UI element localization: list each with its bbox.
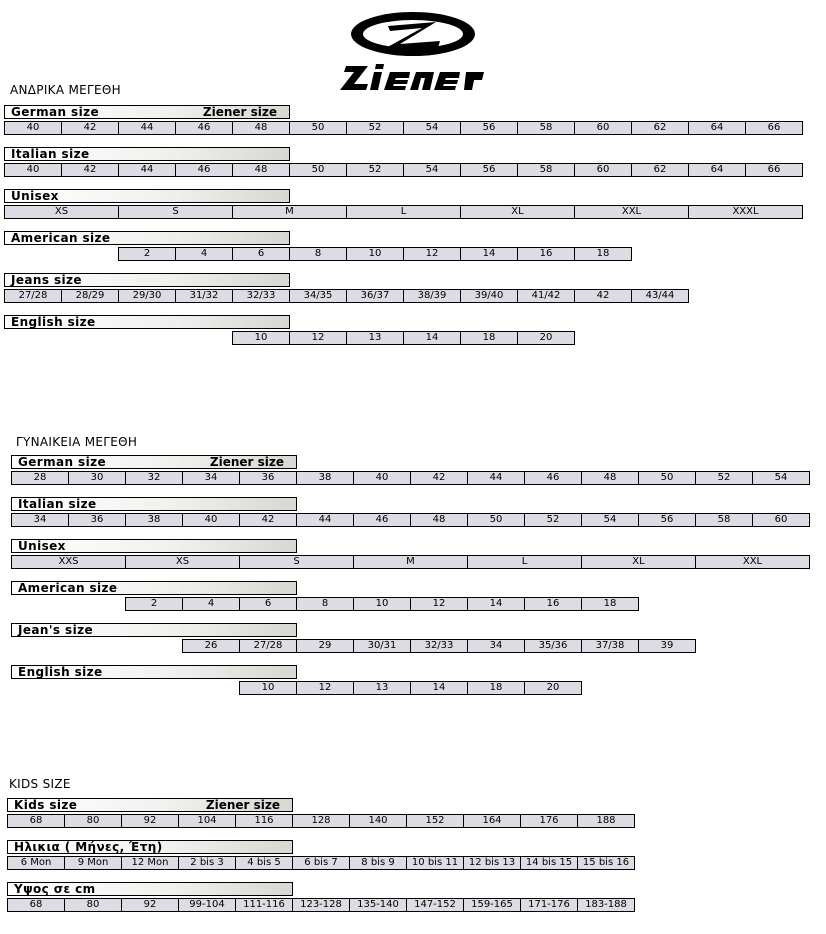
size-cell: 164 (463, 814, 521, 828)
size-group-header (4, 105, 290, 119)
size-cell: 4 (175, 247, 233, 261)
size-cell: 171-176 (520, 898, 578, 912)
size-cell: 80 (64, 814, 122, 828)
size-cell: XL (581, 555, 696, 569)
size-values-row (11, 471, 809, 485)
size-group-header (11, 581, 297, 595)
size-cell: S (239, 555, 354, 569)
size-cell: 99-104 (178, 898, 236, 912)
size-cell: 50 (638, 471, 696, 485)
size-cell: 38 (296, 471, 354, 485)
brand-size-label: Ziener size (209, 455, 284, 469)
size-cell: 92 (121, 898, 179, 912)
size-group-header (11, 455, 297, 469)
size-cell: 60 (574, 163, 632, 177)
size-cell: 2 bis 3 (178, 856, 236, 870)
size-values-row (125, 597, 638, 611)
size-cell: 2 (125, 597, 183, 611)
size-cell: 52 (695, 471, 753, 485)
size-values-row (4, 163, 802, 177)
size-cell: 31/32 (175, 289, 233, 303)
size-group-header (7, 840, 293, 854)
size-cell: 50 (289, 163, 347, 177)
size-group-label: Unisex (11, 189, 59, 203)
size-cell: 40 (353, 471, 411, 485)
size-cell: 58 (517, 163, 575, 177)
size-cell: 32/33 (232, 289, 290, 303)
size-cell: 123-128 (292, 898, 350, 912)
size-values-row (239, 681, 581, 695)
size-group-label: American size (18, 581, 118, 595)
size-cell: 29 (296, 639, 354, 653)
size-cell: 29/30 (118, 289, 176, 303)
size-group-header (4, 231, 290, 245)
size-cell: 64 (688, 121, 746, 135)
size-cell: 44 (118, 121, 176, 135)
size-cell: 18 (574, 247, 632, 261)
size-values-row (7, 856, 634, 870)
size-cell: 38/39 (403, 289, 461, 303)
size-values-row (11, 555, 809, 569)
size-cell: 111-116 (235, 898, 293, 912)
size-cell: XL (460, 205, 575, 219)
size-group-label: American size (11, 231, 111, 245)
section-title: KIDS SIZE (9, 777, 71, 791)
size-cell: 8 bis 9 (349, 856, 407, 870)
size-cell: 68 (7, 814, 65, 828)
size-cell: 42 (61, 163, 119, 177)
size-cell: 39/40 (460, 289, 518, 303)
size-cell: 10 (239, 681, 297, 695)
size-cell: 44 (296, 513, 354, 527)
size-cell: 60 (752, 513, 810, 527)
size-group-label: Unisex (18, 539, 66, 553)
size-cell: 32/33 (410, 639, 468, 653)
size-values-row (7, 814, 634, 828)
size-values-row (4, 289, 688, 303)
size-cell: 44 (467, 471, 525, 485)
size-cell: 12 bis 13 (463, 856, 521, 870)
size-cell: 58 (517, 121, 575, 135)
size-group-header (4, 147, 290, 161)
size-cell: 18 (460, 331, 518, 345)
size-cell: 16 (524, 597, 582, 611)
size-cell: 62 (631, 121, 689, 135)
size-cell: 54 (403, 121, 461, 135)
size-cell: 12 Mon (121, 856, 179, 870)
size-cell: 6 (239, 597, 297, 611)
size-group-label: German size (18, 455, 107, 469)
size-cell: 43/44 (631, 289, 689, 303)
size-cell: 14 (467, 597, 525, 611)
size-cell: 52 (346, 163, 404, 177)
size-cell: 34/35 (289, 289, 347, 303)
size-cell: M (353, 555, 468, 569)
size-cell: 46 (353, 513, 411, 527)
size-values-row (232, 331, 574, 345)
size-group-label: English size (11, 315, 96, 329)
size-cell: 6 Mon (7, 856, 65, 870)
size-cell: 4 bis 5 (235, 856, 293, 870)
size-group-label: Italian size (18, 497, 97, 511)
size-cell: 15 bis 16 (577, 856, 635, 870)
size-cell: 27/28 (4, 289, 62, 303)
size-values-row (182, 639, 695, 653)
size-values-row (7, 898, 634, 912)
size-cell: 62 (631, 163, 689, 177)
size-cell: 2 (118, 247, 176, 261)
size-values-row (11, 513, 809, 527)
size-cell: 159-165 (463, 898, 521, 912)
size-cell: 36/37 (346, 289, 404, 303)
size-cell: 92 (121, 814, 179, 828)
size-cell: 56 (460, 121, 518, 135)
size-cell: 12 (403, 247, 461, 261)
size-group-header (4, 273, 290, 287)
size-cell: 188 (577, 814, 635, 828)
size-cell: 42 (239, 513, 297, 527)
size-cell: 58 (695, 513, 753, 527)
size-cell: 128 (292, 814, 350, 828)
size-cell: XXS (11, 555, 126, 569)
size-cell: 52 (524, 513, 582, 527)
size-cell: M (232, 205, 347, 219)
size-cell: 64 (688, 163, 746, 177)
size-cell: S (118, 205, 233, 219)
size-cell: 13 (353, 681, 411, 695)
size-cell: 16 (517, 247, 575, 261)
size-cell: XS (4, 205, 119, 219)
size-cell: 18 (581, 597, 639, 611)
size-group-label: Ηλικια ( Μήνες, Έτη) (14, 840, 163, 854)
brand-size-label: Ziener size (202, 105, 277, 119)
size-group-header (11, 539, 297, 553)
size-cell: 50 (289, 121, 347, 135)
size-cell: 40 (4, 163, 62, 177)
size-cell: 36 (239, 471, 297, 485)
size-cell: 14 (410, 681, 468, 695)
size-cell: 135-140 (349, 898, 407, 912)
size-cell: 34 (467, 639, 525, 653)
size-cell: 104 (178, 814, 236, 828)
size-group-header (11, 623, 297, 637)
size-cell: 66 (745, 121, 803, 135)
size-cell: 30 (68, 471, 126, 485)
size-cell: 37/38 (581, 639, 639, 653)
size-cell: 28 (11, 471, 69, 485)
size-group-label: Kids size (14, 798, 78, 812)
size-cell: 48 (232, 163, 290, 177)
size-cell: 9 Mon (64, 856, 122, 870)
size-cell: 60 (574, 121, 632, 135)
size-cell: 50 (467, 513, 525, 527)
size-cell: 46 (175, 163, 233, 177)
size-cell: 12 (296, 681, 354, 695)
size-group-header (4, 189, 290, 203)
size-cell: L (467, 555, 582, 569)
size-cell: 152 (406, 814, 464, 828)
size-cell: 8 (296, 597, 354, 611)
size-cell: 34 (11, 513, 69, 527)
size-cell: 44 (118, 163, 176, 177)
size-cell: 8 (289, 247, 347, 261)
size-cell: 116 (235, 814, 293, 828)
size-cell: 6 (232, 247, 290, 261)
size-cell: 10 bis 11 (406, 856, 464, 870)
size-cell: 39 (638, 639, 696, 653)
size-cell: 12 (289, 331, 347, 345)
size-group-label: German size (11, 105, 100, 119)
size-cell: 38 (125, 513, 183, 527)
size-cell: 12 (410, 597, 468, 611)
size-cell: 56 (638, 513, 696, 527)
size-group-header (11, 497, 297, 511)
size-cell: 40 (4, 121, 62, 135)
size-group-label: English size (18, 665, 103, 679)
size-cell: 27/28 (239, 639, 297, 653)
size-cell: 42 (61, 121, 119, 135)
size-cell: 176 (520, 814, 578, 828)
size-cell: 52 (346, 121, 404, 135)
size-values-row (4, 205, 802, 219)
size-cell: 20 (524, 681, 582, 695)
size-cell: 14 (460, 247, 518, 261)
size-cell: 30/31 (353, 639, 411, 653)
size-cell: 10 (232, 331, 290, 345)
size-cell: 183-188 (577, 898, 635, 912)
size-cell: XS (125, 555, 240, 569)
size-cell: 35/36 (524, 639, 582, 653)
size-cell: 48 (232, 121, 290, 135)
size-cell: 32 (125, 471, 183, 485)
size-cell: 66 (745, 163, 803, 177)
size-cell: 147-152 (406, 898, 464, 912)
section-title: ΑΝΔΡΙΚΑ ΜΕΓΕΘΗ (10, 83, 121, 97)
size-cell: 14 (403, 331, 461, 345)
size-cell: 40 (182, 513, 240, 527)
size-cell: 28/29 (61, 289, 119, 303)
size-cell: 46 (175, 121, 233, 135)
size-cell: 80 (64, 898, 122, 912)
size-group-label: Jeans size (11, 273, 82, 287)
size-cell: 6 bis 7 (292, 856, 350, 870)
size-cell: 41/42 (517, 289, 575, 303)
size-cell: 46 (524, 471, 582, 485)
size-cell: 4 (182, 597, 240, 611)
size-group-header (11, 665, 297, 679)
size-cell: 14 bis 15 (520, 856, 578, 870)
size-cell: 54 (403, 163, 461, 177)
size-cell: 42 (574, 289, 632, 303)
size-group-label: Υψος σε cm (14, 882, 96, 896)
size-group-header (7, 882, 293, 896)
size-cell: 18 (467, 681, 525, 695)
size-cell: 48 (581, 471, 639, 485)
size-group-header (7, 798, 293, 812)
size-cell: 36 (68, 513, 126, 527)
ziener-logo-icon (338, 8, 488, 94)
size-cell: 34 (182, 471, 240, 485)
brand-size-label: Ziener size (205, 798, 280, 812)
size-cell: 10 (346, 247, 404, 261)
size-cell: 68 (7, 898, 65, 912)
size-cell: 10 (353, 597, 411, 611)
size-cell: XXXL (688, 205, 803, 219)
size-cell: L (346, 205, 461, 219)
section-title: ΓΥΝΑΙΚΕΙΑ ΜΕΓΕΘΗ (16, 435, 138, 449)
size-cell: 13 (346, 331, 404, 345)
size-cell: 26 (182, 639, 240, 653)
size-cell: XXL (695, 555, 810, 569)
size-group-label: Jean's size (18, 623, 94, 637)
size-group-label: Italian size (11, 147, 90, 161)
size-cell: 140 (349, 814, 407, 828)
size-values-row (4, 121, 802, 135)
size-values-row (118, 247, 631, 261)
size-cell: 20 (517, 331, 575, 345)
size-cell: 54 (752, 471, 810, 485)
size-cell: 48 (410, 513, 468, 527)
size-cell: 56 (460, 163, 518, 177)
size-cell: 54 (581, 513, 639, 527)
size-cell: XXL (574, 205, 689, 219)
size-cell: 42 (410, 471, 468, 485)
size-group-header (4, 315, 290, 329)
